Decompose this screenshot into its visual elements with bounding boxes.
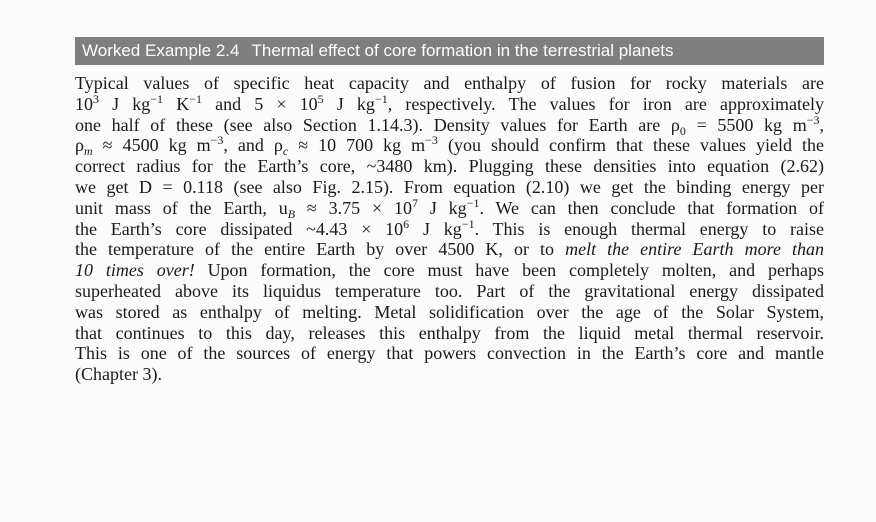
body-line: one half of these (see also Section 1.14.3). Density values for Earth are $\rho_0 = 5500$ kg $m^{-3}$, — [75, 112, 825, 138]
body-line: the Earth’s core dissipated ~4.43 × $10^6$ J $kg^{-1}$. This is enough thermal energy to raise — [75, 216, 824, 239]
body-line: $\rho_m \approx 4500$ kg $m^{-3}$, and $\rho_c \approx 10$ 700 kg $m^{-3}$ (you should confirm that these values yield the — [75, 133, 824, 159]
body-line: the temperature of the entire Earth by over 4500 K, or to melt the entire Earth more than — [75, 239, 825, 260]
body-line: $10^3$ J $kg^{-1}$ $K^{-1}$ and $5 \times 10^5$ J $kg^{-1}$, respectively. The values for iron are approximately — [75, 91, 825, 114]
body-line: unit mass of the Earth, $u_B \approx 3.75 \times 10^7$ J $kg^{-1}$. We can then conclude that formation of — [75, 195, 824, 221]
body-line: (Chapter 3). — [75, 364, 162, 385]
body-line: superheated above its liquidus temperature too. Part of the gravitational energy dissipated — [75, 280, 824, 301]
example-body — [75, 73, 824, 385]
body-line: Typical values of specific heat capacity and enthalpy of fusion for rocky materials are — [75, 73, 824, 93]
worked-example-header — [75, 37, 824, 65]
body-line: 10 times over! Upon formation, the core must have been completely molten, and perhaps — [75, 260, 824, 281]
body-line: was stored as enthalpy of melting. Metal solidification over the age of the Solar System, — [75, 301, 824, 322]
body-line: that continues to this day, releases this enthalpy from the liquid metal thermal reservoir. — [75, 322, 824, 343]
example-label: Worked Example 2.4 — [82, 41, 240, 60]
body-line: This is one of the sources of energy that powers convection in the Earth’s core and mantle — [75, 343, 824, 364]
example-title: Thermal effect of core formation in the terrestrial planets — [251, 41, 674, 60]
body-line: we get D = 0.118 (see also Fig. 2.15). From equation (2.10) we get the binding energy per — [75, 176, 824, 197]
body-line: correct radius for the Earth’s core, ~3480 km). Plugging these densities into equation (2.62) — [75, 156, 824, 177]
